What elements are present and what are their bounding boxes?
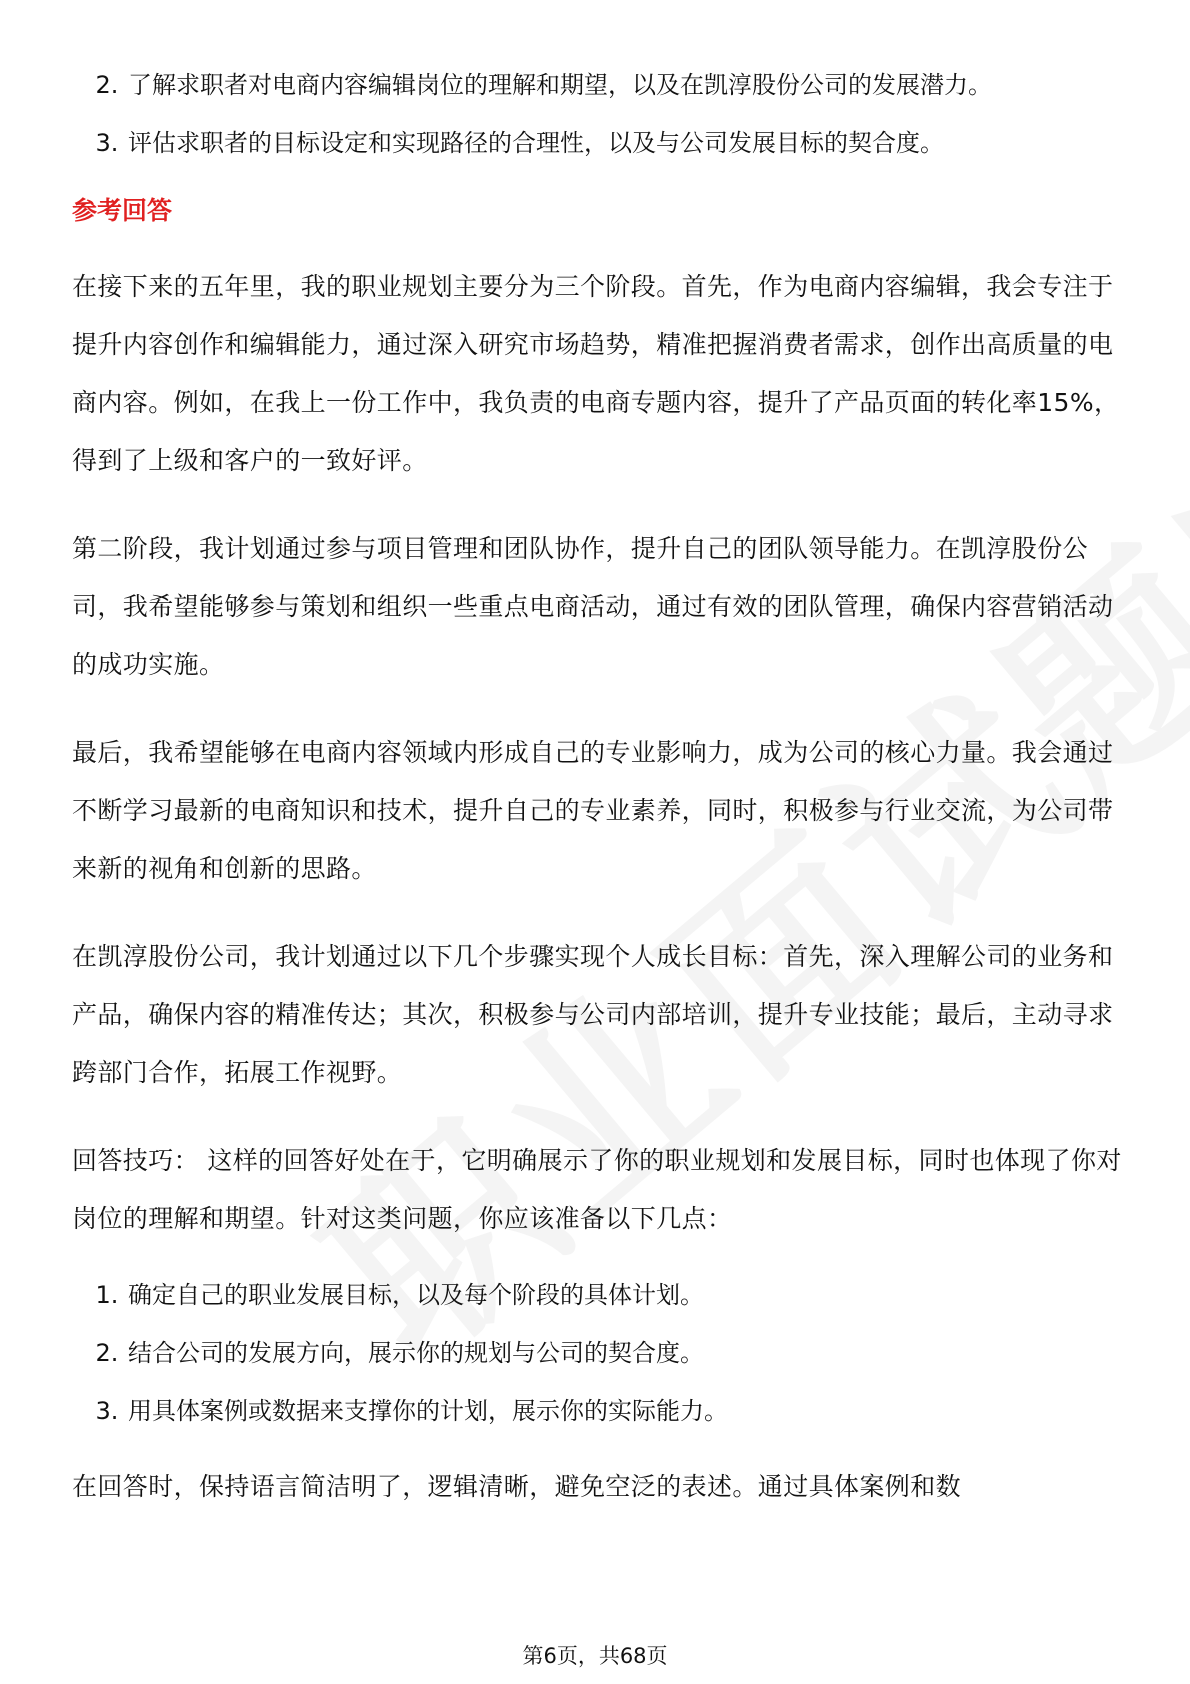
document-body [72,56,1122,1546]
list-item: 3. 用具体案例或数据来支撑你的计划，展示你的实际能力。 [126,1382,1122,1440]
answer-paragraph: 最后，我希望能够在电商内容领域内形成自己的专业影响力，成为公司的核心力量。我会通过不断学习最新的电商知识和技术，提升自己的专业素养，同时，积极参与行业交流，为公司带来新的视角和创新的思路。 [72,738,1114,883]
list-item: 1. 确定自己的职业发展目标，以及每个阶段的具体计划。 [126,1266,1122,1324]
answer-paragraph: 在凯淳股份公司，我计划通过以下几个步骤实现个人成长目标：首先，深入理解公司的业务和产品，确保内容的精准传达；其次，积极参与公司内部培训，提升专业技能；最后，主动寻求跨部门合作，拓展工作视野。 [72,942,1114,1087]
evaluation-points-list [72,56,1122,172]
page-number: 第6页，共68页 [522,1644,668,1668]
section-heading-reference-answer: 参考回答 [72,196,173,225]
answer-paragraph: 在接下来的五年里，我的职业规划主要分为三个阶段。首先，作为电商内容编辑，我会专注于提升内容创作和编辑能力，通过深入研究市场趋势，精准把握消费者需求，创作出高质量的电商内容。例如，在我上一份工作中，我负责的电商专题内容，提升了产品页面的转化率15%，得到了上级和客户的一致好评。 [72,272,1120,475]
tips-list [72,1266,1122,1440]
answer-tips-paragraph: 回答技巧： 这样的回答好处在于，它明确展示了你的职业规划和发展目标，同时也体现了你对岗位的理解和期望。针对这类问题，你应该准备以下几点： [72,1146,1122,1233]
list-item: 2. 了解求职者对电商内容编辑岗位的理解和期望，以及在凯淳股份公司的发展潜力。 [126,56,1122,114]
list-item: 3. 评估求职者的目标设定和实现路径的合理性，以及与公司发展目标的契合度。 [126,114,1122,172]
closing-paragraph: 在回答时，保持语言简洁明了，逻辑清晰，避免空泛的表述。通过具体案例和数 [72,1472,962,1501]
answer-paragraph: 第二阶段，我计划通过参与项目管理和团队协作，提升自己的团队领导能力。在凯淳股份公司，我希望能够参与策划和组织一些重点电商活动，通过有效的团队管理，确保内容营销活动的成功实施。 [72,534,1114,679]
list-item: 2. 结合公司的发展方向，展示你的规划与公司的契合度。 [126,1324,1122,1382]
